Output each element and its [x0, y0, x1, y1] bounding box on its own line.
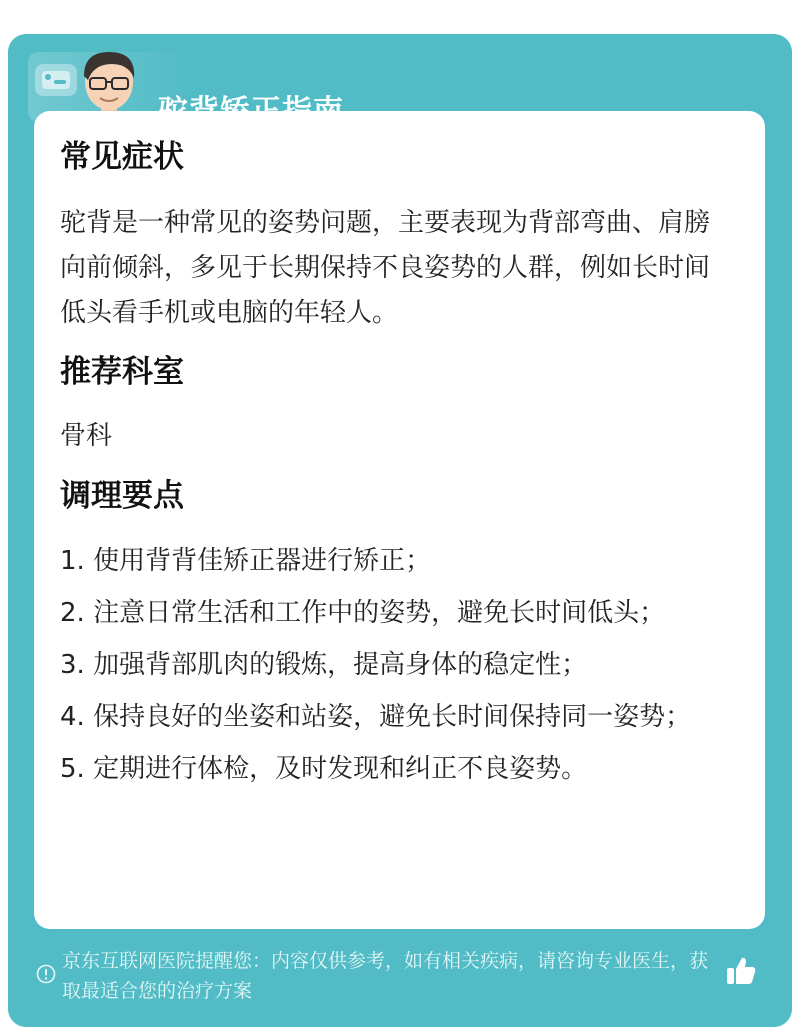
content-body [60, 135, 732, 800]
content-card [34, 111, 765, 929]
info-icon [36, 964, 56, 984]
list-item: 3. 加强背部肌肉的锻炼，提高身体的稳定性； [60, 650, 588, 680]
care-heading: 调理要点 [60, 478, 184, 514]
department-text: 骨科 [60, 421, 113, 451]
list-item: 1. 使用背背佳矫正器进行矫正； [60, 546, 432, 576]
list-item: 5. 定期进行体检，及时发现和纠正不良姿势。 [60, 754, 588, 784]
department-heading: 推荐科室 [60, 354, 184, 390]
symptoms-heading: 常见症状 [60, 139, 184, 175]
care-list [60, 540, 732, 790]
list-item: 4. 保持良好的坐姿和站姿，避免长时间保持同一姿势； [60, 702, 692, 732]
symptoms-text: 驼背是一种常见的姿势问题，主要表现为背部弯曲、肩膀向前倾斜，多见于长期保持不良姿势的人群，例如长时间低头看手机或电脑的年轻人。 [60, 208, 711, 328]
disclaimer-text: 京东互联网医院提醒您：内容仅供参考，如有相关疾病，请咨询专业医生，获取最适合您的治疗方案 [62, 950, 709, 1002]
list-item: 2. 注意日常生活和工作中的姿势，避免长时间低头； [60, 598, 666, 628]
thumbs-up-icon[interactable] [724, 954, 758, 988]
